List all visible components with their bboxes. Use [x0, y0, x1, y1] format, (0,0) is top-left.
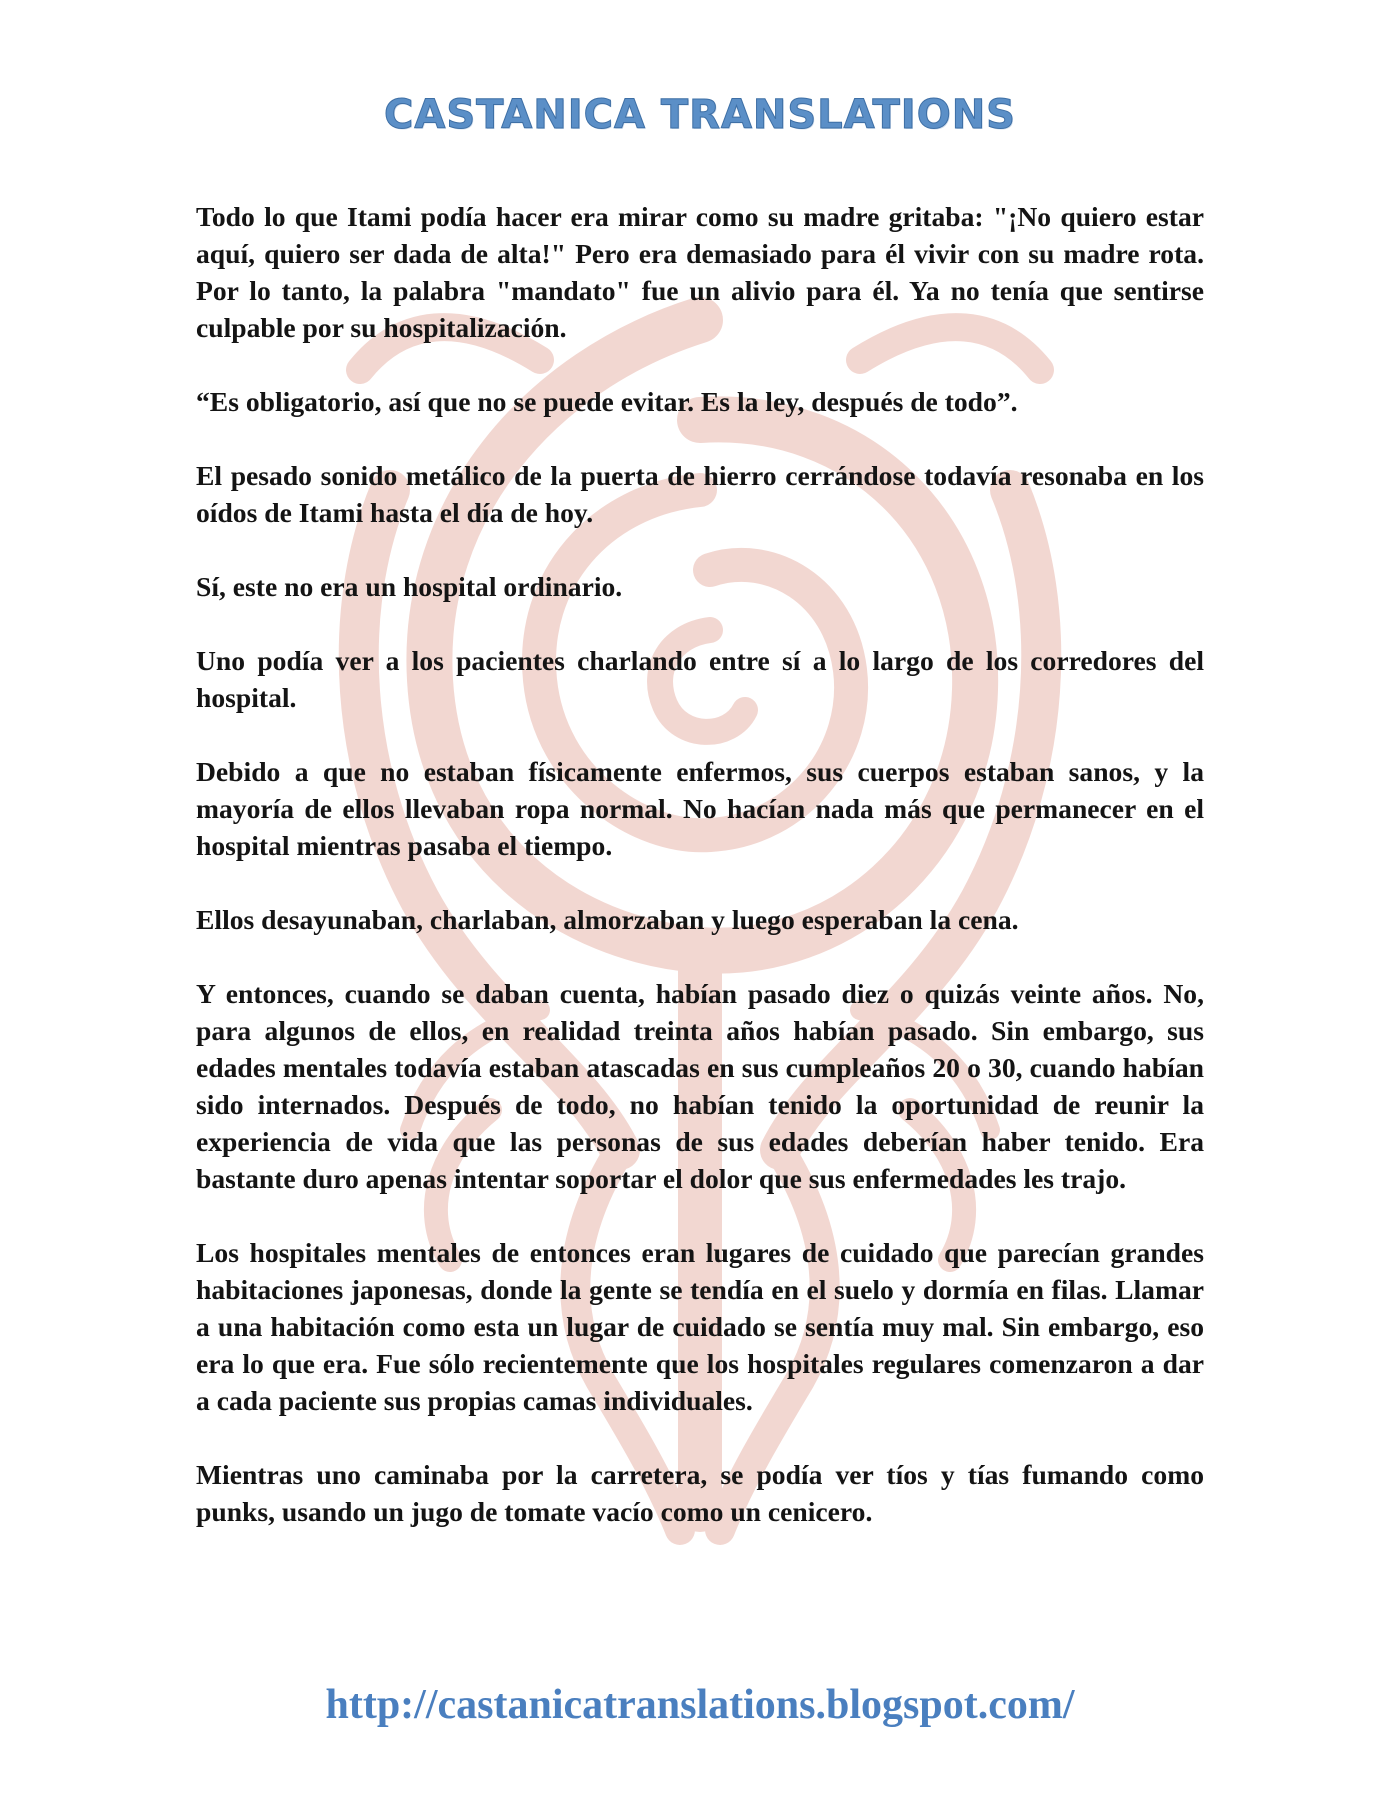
paragraph: Todo lo que Itami podía hacer era mirar como su madre gritaba: "¡No quiero estar aquí, quiero ser dada de alta!" Pero era demasiado para él vivir con su madre rota. Por lo tanto, la palabra "mandato" fue un alivio para él. Ya no tenía que sentirse culpable por su hospitalización.: [196, 201, 1204, 343]
paragraph: El pesado sonido metálico de la puerta de hierro cerrándose todavía resonaba en los oídos de Itami hasta el día de hoy.: [196, 460, 1204, 528]
paragraph: Debido a que no estaban físicamente enfermos, sus cuerpos estaban sanos, y la mayoría de ellos llevaban ropa normal. No hacían nada más que permanecer en el hospital mientras pasaba el tiempo.: [196, 756, 1204, 861]
paragraph: “Es obligatorio, así que no se puede evitar. Es la ley, después de todo”.: [196, 386, 1018, 417]
paragraph: Los hospitales mentales de entonces eran lugares de cuidado que parecían grandes habitaciones japonesas, donde la gente se tendía en el suelo y dormía en filas. Llamar a una habitación como esta un lugar de cuidado se sentía muy mal. Sin embargo, eso era lo que era. Fue sólo recientemente que los hospitales regulares comenzaron a dar a cada paciente sus propias camas individuales.: [196, 1237, 1204, 1416]
paragraph: Sí, este no era un hospital ordinario.: [196, 571, 623, 602]
paragraph: Y entonces, cuando se daban cuenta, habían pasado diez o quizás veinte años. No, para algunos de ellos, en realidad treinta años habían pasado. Sin embargo, sus edades mentales todavía estaban atascadas en sus cumpleaños 20 o 30, cuando habían sido internados. Después de todo, no habían tenido la oportunidad de reunir la experiencia de vida que las personas de sus edades deberían haber tenido. Era bastante duro apenas intentar soportar el dolor que sus enfermedades les trajo.: [196, 978, 1204, 1194]
paragraph: Ellos desayunaban, charlaban, almorzaban y luego esperaban la cena.: [196, 904, 1019, 935]
paragraph: Uno podía ver a los pacientes charlando entre sí a lo largo de los corredores del hospital.: [196, 645, 1204, 713]
document-body: [196, 198, 1204, 1567]
paragraph: Mientras uno caminaba por la carretera, se podía ver tíos y tías fumando como punks, usando un jugo de tomate vacío como un cenicero.: [196, 1459, 1204, 1527]
footer-blog-link[interactable]: http://castanicatranslations.blogspot.com/: [325, 1682, 1075, 1728]
page-title: CASTANICA TRANSLATIONS: [384, 92, 1016, 138]
